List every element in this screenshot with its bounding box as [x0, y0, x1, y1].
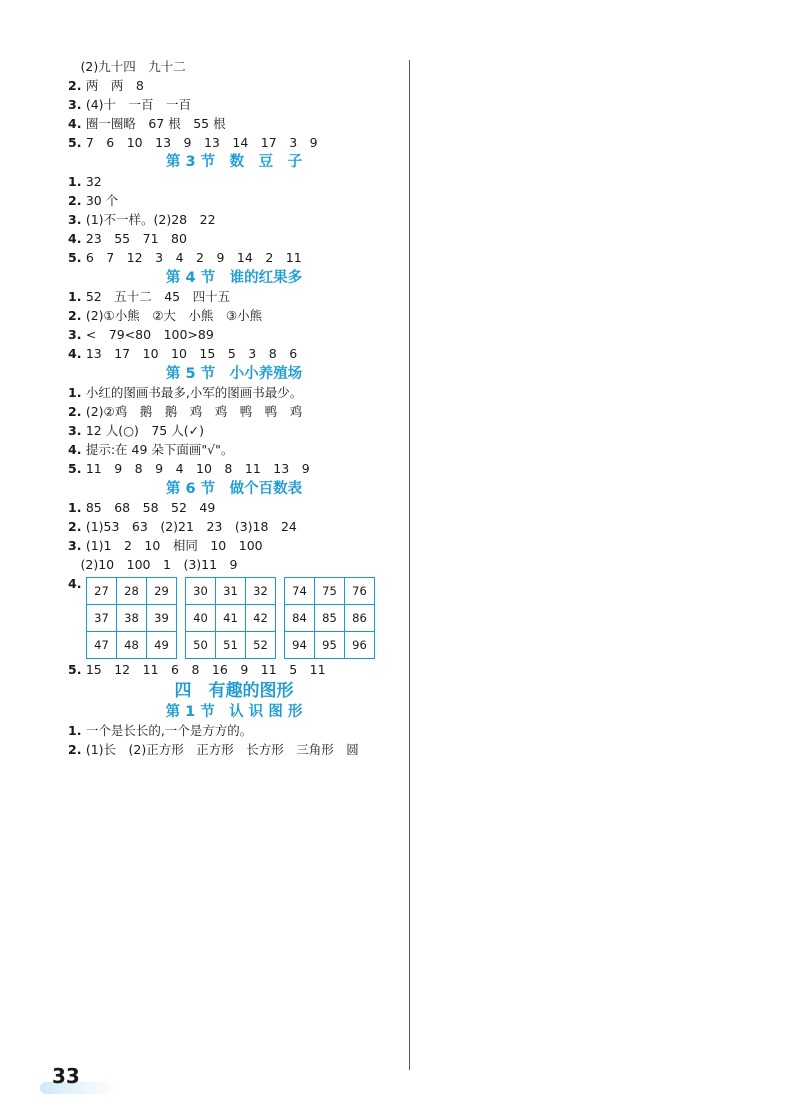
number-grid	[185, 577, 276, 659]
grid-row	[285, 631, 375, 658]
section-heading: 第 6 节 做个百数表	[165, 480, 303, 497]
number-grid	[284, 577, 375, 659]
grid-row	[87, 577, 177, 604]
number-grid-block	[68, 575, 400, 661]
item-number: 2.	[68, 404, 86, 420]
grid-cell: 47	[87, 631, 117, 658]
answer-text: (1)不一样。(2)28 22	[85, 211, 216, 227]
item-number	[68, 557, 81, 572]
grid-cell: 28	[117, 577, 147, 604]
answer-text: (2)①小熊 ②大 小熊 ③小熊	[85, 307, 263, 323]
item-number: 5.	[68, 460, 86, 476]
grid-cell: 32	[246, 577, 276, 604]
answer-text: (2)九十四 九十二	[80, 59, 186, 74]
section-heading: 第 1 节 认 识 图 形	[165, 703, 303, 720]
answer-text: 6 7 12 3 4 2 9 14 2 11	[85, 249, 302, 265]
grid-cell: 31	[216, 577, 246, 604]
item-number: 1.	[68, 500, 86, 516]
item-number: 1.	[68, 723, 86, 739]
section-heading: 第 5 节 小小养殖场	[165, 365, 303, 382]
item-number	[68, 59, 81, 74]
answer-line	[68, 230, 400, 249]
item-number: 4.	[68, 115, 86, 131]
item-number: 2.	[68, 742, 86, 758]
answer-line	[68, 460, 400, 479]
item-number: 3.	[68, 538, 86, 554]
answer-line	[68, 326, 400, 345]
answer-line	[68, 173, 400, 192]
answer-line	[68, 499, 400, 518]
grid-cell: 50	[186, 631, 216, 658]
grid-row	[87, 604, 177, 631]
grid-cell: 38	[117, 604, 147, 631]
answer-line	[68, 422, 400, 441]
grid-cell: 74	[285, 577, 315, 604]
grid-cell: 48	[117, 631, 147, 658]
answer-line	[68, 77, 400, 96]
answer-line	[68, 115, 400, 134]
answer-line	[68, 134, 400, 153]
item-number: 4.	[68, 575, 82, 591]
left-column	[68, 58, 400, 760]
answer-text: 一个是长长的,一个是方方的。	[85, 723, 253, 739]
item-number: 1.	[68, 385, 86, 401]
item-number: 4.	[68, 345, 86, 361]
answer-line	[68, 403, 400, 422]
grid-row	[186, 577, 276, 604]
grid-cell: 39	[147, 604, 177, 631]
answer-text: 52 五十二 45 四十五	[85, 289, 231, 305]
answer-text: < 79<80 100>89	[85, 326, 214, 342]
answer-line	[68, 211, 400, 230]
answer-line	[68, 441, 400, 460]
answer-line	[68, 384, 400, 403]
grid-cell: 29	[147, 577, 177, 604]
grid-cell: 84	[285, 604, 315, 631]
grid-cell: 95	[315, 631, 345, 658]
answer-line	[68, 741, 400, 760]
grid-cell: 27	[87, 577, 117, 604]
grid-row	[186, 631, 276, 658]
chapter-heading: 四 有趣的图形	[174, 680, 294, 701]
item-number: 1.	[68, 289, 86, 305]
answer-text: 7 6 10 13 9 13 14 17 3 9	[85, 134, 318, 150]
section-heading: 第 4 节 谁的红果多	[165, 269, 303, 286]
item-number: 5.	[68, 134, 86, 150]
answer-line	[68, 307, 400, 326]
item-number: 3.	[68, 326, 86, 342]
answer-text: (4)十 一百 一百	[85, 96, 192, 112]
grid-cell: 96	[345, 631, 375, 658]
section-heading: 第 3 节 数 豆 子	[165, 154, 303, 171]
answer-text: (1)长 (2)正方形 正方形 长方形 三角形 圆	[85, 742, 359, 758]
answer-line	[68, 58, 400, 77]
column-divider	[409, 60, 410, 1070]
answer-text: (1)1 2 10 相同 10 100	[85, 538, 263, 554]
answer-line	[68, 722, 400, 741]
answer-text: 30 个	[85, 192, 119, 208]
answer-text: 23 55 71 80	[85, 230, 187, 246]
item-number: 3.	[68, 211, 86, 227]
item-number: 3.	[68, 423, 86, 439]
answer-line	[68, 661, 400, 680]
grid-cell: 30	[186, 577, 216, 604]
grid-row	[186, 604, 276, 631]
grid-row	[285, 577, 375, 604]
answer-text: (1)53 63 (2)21 23 (3)18 24	[85, 519, 297, 535]
item-number: 3.	[68, 96, 86, 112]
answer-line	[68, 288, 400, 307]
answer-text: 13 17 10 10 15 5 3 8 6	[85, 345, 298, 361]
answer-line	[68, 518, 400, 537]
answer-text: (2)10 100 1 (3)11 9	[80, 556, 238, 572]
item-number: 1.	[68, 174, 86, 190]
grid-cell: 75	[315, 577, 345, 604]
grid-row	[285, 604, 375, 631]
answer-line	[68, 192, 400, 211]
answer-text: 小红的图画书最多,小军的图画书最少。	[85, 385, 303, 401]
answer-text: (2)②鸡 鹅 鹅 鸡 鸡 鸭 鸭 鸡	[85, 404, 303, 420]
item-number: 2.	[68, 192, 86, 208]
grid-cell: 51	[216, 631, 246, 658]
item-number: 2.	[68, 519, 86, 535]
answer-line	[68, 249, 400, 268]
answer-text: 圈一圈略 67 根 55 根	[85, 115, 226, 131]
item-number: 4.	[68, 441, 86, 457]
grid-cell: 37	[87, 604, 117, 631]
grid-cell: 41	[216, 604, 246, 631]
grid-row	[87, 631, 177, 658]
answer-line	[68, 96, 400, 115]
grid-cell: 49	[147, 631, 177, 658]
answer-text: 32	[85, 174, 102, 190]
number-grids	[86, 577, 375, 659]
grid-cell: 42	[246, 604, 276, 631]
answer-text: 12 人(○) 75 人(✓)	[85, 423, 204, 439]
answer-line	[68, 556, 400, 575]
number-grid	[86, 577, 177, 659]
grid-cell: 85	[315, 604, 345, 631]
answer-line	[68, 345, 400, 364]
item-number: 2.	[68, 77, 86, 93]
grid-cell: 76	[345, 577, 375, 604]
answer-line	[68, 537, 400, 556]
answer-text: 85 68 58 52 49	[85, 500, 216, 516]
grid-cell: 40	[186, 604, 216, 631]
grid-cell: 52	[246, 631, 276, 658]
answer-text: 两 两 8	[85, 77, 144, 93]
page-number: 33	[52, 1064, 80, 1088]
item-number: 5.	[68, 249, 86, 265]
answer-text: 15 12 11 6 8 16 9 11 5 11	[85, 661, 326, 677]
item-number: 4.	[68, 230, 86, 246]
grid-cell: 86	[345, 604, 375, 631]
answer-text: 提示:在 49 朵下面画"√"。	[85, 441, 234, 457]
grid-cell: 94	[285, 631, 315, 658]
item-number: 5.	[68, 661, 86, 677]
item-number: 2.	[68, 307, 86, 323]
answer-text: 11 9 8 9 4 10 8 11 13 9	[85, 460, 310, 476]
